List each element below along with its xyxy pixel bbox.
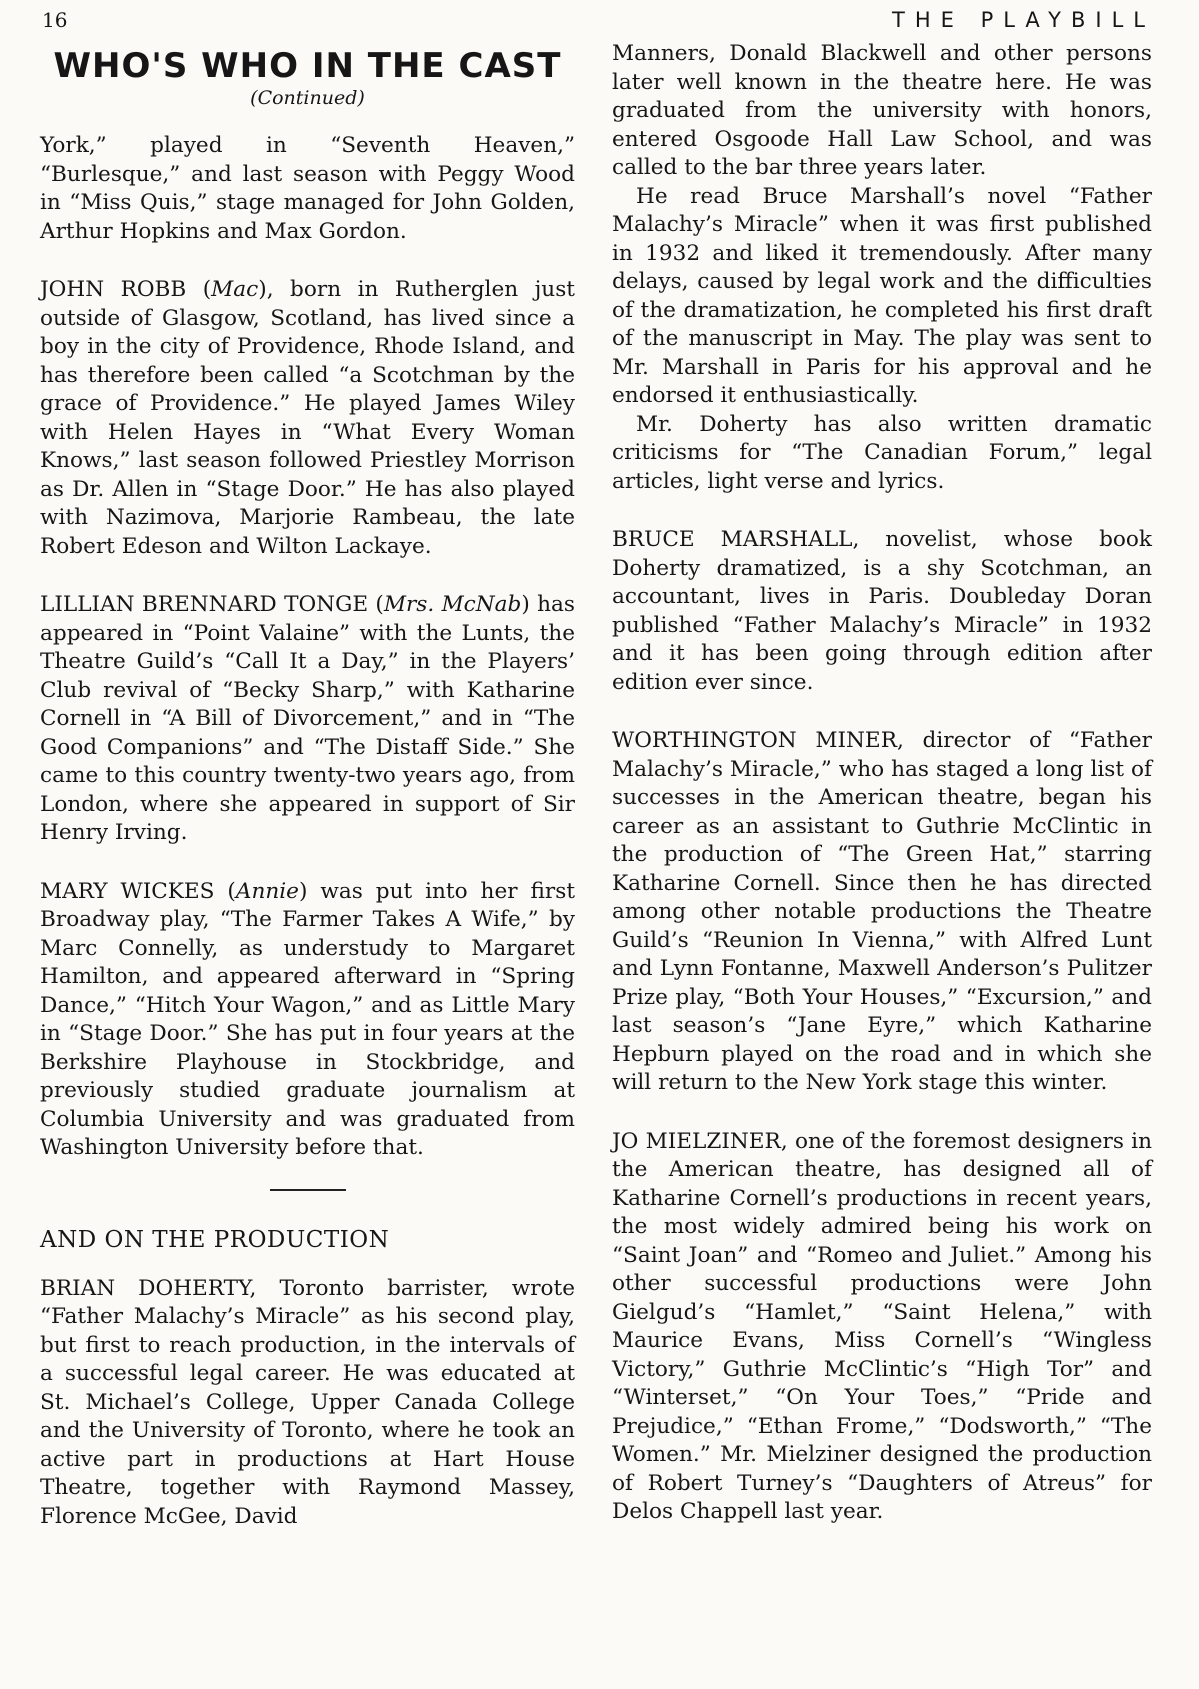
left-column [40, 40, 575, 1531]
bio-mary-wickes: MARY WICKES (Annie) was put into her first Broadway play, “The Farmer Takes A Wife,” by Marc Connelly, as understudy to Margaret Hamilton, and appeared afterward in “Spring Dance,” “Hitch Your Wagon,” and as Little Mary in “Stage Door.” She has put in four years at the Berkshire Playhouse in Stockbridge, and previously studied graduate journalism at Columbia University and was graduated from Washington University before that. [40, 878, 575, 1160]
page-number: 16 [42, 8, 68, 32]
bio-text: was put into her first Broadway play, “The Farmer Takes A Wife,” by Marc Connelly, as understudy to Margaret Hamilton, and appeared afterward in “Spring Dance,” “Hitch Your Wagon,” and as Little Mary in “Stage Door.” She has put in four years at the Berkshire Playhouse in Stockbridge, and previously studied graduate journalism at Columbia University and was graduated from Washington University before that. [40, 878, 575, 1160]
bio-brian-doherty-continued: Manners, Donald Blackwell and other persons later well known in the theatre here. He was graduated from the university with honors, entered Osgoode Hall Law School, and was called to the bar three years later. [612, 41, 1152, 180]
bio-name: JOHN ROBB [40, 277, 187, 302]
bio-brian-doherty [40, 1275, 575, 1532]
bio-worthington-miner [612, 727, 1152, 1098]
bio-role: Mac [211, 277, 259, 302]
continuation-paragraph: York,” played in “Seventh Heaven,” “Burlesque,” and last season with Peggy Wood in “Miss Quis,” stage managed for John Golden, Arthur Hopkins and Max Gordon. [40, 133, 575, 244]
running-head: THE PLAYBILL [892, 8, 1155, 32]
bio-text: has appeared in “Point Valaine” with the Lunts, the Theatre Guild’s “Call It a Day,” in the Players’ Club revival of “Becky Sharp,” with Katharine Cornell in “A Bill of Divorcement,” and in “The Good Companions” and “The Distaff Side.” She came to this country twenty-two years ago, from London, where she appeared in support of Sir Henry Irving. [40, 592, 576, 845]
bio-text: , novelist, whose book Doherty dramatized, is a shy Scotchman, an accountant, lives in Paris. Doubleday Doran published “Father Malachy’s Miracle” in 1932 and it has been going through edition after edition ever since. [612, 527, 1152, 695]
bio-name: WORTHINGTON MINER [612, 728, 897, 753]
bio-name: LILLIAN BRENNARD TONGE [40, 592, 369, 617]
bio-bruce-marshall [612, 526, 1152, 697]
section-divider [270, 1189, 346, 1191]
bio-brian-doherty-paragraph-3: Mr. Doherty has also written dramatic criticisms for “The Canadian Forum,” legal articles, light verse and lyrics. [612, 411, 1152, 494]
bio-role: Annie [235, 878, 299, 904]
bio-name: MARY WICKES [40, 878, 215, 904]
section-title: WHO'S WHO IN THE CAST [53, 46, 562, 86]
bio-lillian-brennard-tonge: LILLIAN BRENNARD TONGE (Mrs. McNab) has appeared in “Point Valaine” with the Lunts, the Theatre Guild’s “Call It a Day,” in the Players’ Club revival of “Becky Sharp,” with Katharine Cornell in “A Bill of Divorcement,” and in “The Good Companions” and “The Distaff Side.” She came to this country twenty-two years ago, from London, where she appeared in support of Sir Henry Irving. [40, 592, 576, 845]
production-heading: AND ON THE PRODUCTION [40, 1226, 390, 1253]
bio-brian-doherty-paragraph-2: He read Bruce Marshall’s novel “Father Malachy’s Miracle” when it was first published in 1932 and liked it tremendously. After many delays, caused by legal work and the difficulties of the dramatization, he completed his first draft of the manuscript in May. The play was sent to Mr. Marshall in Paris for his approval and he endorsed it enthusiastically. [612, 183, 1152, 408]
bio-text: , one of the foremost designers in the American theatre, has designed all of Katharine Cornell’s productions in recent years, the most widely admired being his work on “Saint Joan” and “Romeo and Juliet.” Among his other successful productions were John Gielgud’s “Hamlet,” “Saint Helena,” with Maurice Evans, Miss Cornell’s “Wingless Victory,” Guthrie McClintic’s “High Tor” and “Winterset,” “On Your Toes,” “Pride and Prejudice,” “Ethan Frome,” “Dodsworth,” “The Women.” Mr. Mielziner designed the production of Robert Turney’s “Daughters of Atreus” for Delos Chappell last year. [612, 1128, 1152, 1524]
bio-john-robb: JOHN ROBB (Mac), born in Rutherglen just outside of Glasgow, Scotland, has lived since a boy in the city of Providence, Rhode Island, and has therefore been called “a Scotchman by the grace of Providence.” He played James Wiley with Helen Hayes in “What Every Woman Knows,” last season followed Priestley Morrison as Dr. Allen in “Stage Door.” He has also played with Nazimova, Marjorie Rambeau, the late Robert Edeson and Wilton Lackaye. [40, 277, 575, 559]
bio-text: , Toronto barrister, wrote “Father Malachy’s Miracle” as his second play, but first to reach production, in the intervals of a successful legal career. He was educated at St. Michael’s College, Upper Canada College and the University of Toronto, where he took an active part in productions at Hart House Theatre, together with Raymond Massey, Florence McGee, David [40, 1275, 575, 1529]
bio-name: JO MIELZINER [612, 1128, 781, 1154]
bio-name: BRUCE MARSHALL [612, 527, 853, 552]
bio-name: BRIAN DOHERTY [40, 1275, 250, 1301]
bio-role: Mrs. McNab [383, 592, 522, 617]
continued-note: (Continued) [250, 87, 365, 109]
bio-jo-mielziner [612, 1128, 1152, 1527]
bio-text: , born in Rutherglen just outside of Glasgow, Scotland, has lived since a boy in the city of Providence, Rhode Island, and has therefore been called “a Scotchman by the grace of Providence.” He played James Wiley with Helen Hayes in “What Every Woman Knows,” last season followed Priestley Morrison as Dr. Allen in “Stage Door.” He has also played with Nazimova, Marjorie Rambeau, the late Robert Edeson and Wilton Lackaye. [40, 277, 575, 559]
bio-text: , director of “Father Malachy’s Miracle,” who has staged a long list of successes in the American theatre, began his career as an assistant to Guthrie McClintic in the production of “The Green Hat,” starring Katharine Cornell. Since then he has directed among other notable productions the Theatre Guild’s “Reunion In Vienna,” with Alfred Lunt and Lynn Fontanne, Maxwell Anderson’s Pulitzer Prize play, “Both Your Houses,” “Excursion,” and last season’s “Jane Eyre,” which Katharine Hepburn played on the road and in which she will return to the New York stage this winter. [612, 728, 1153, 1095]
right-column [612, 40, 1152, 1527]
